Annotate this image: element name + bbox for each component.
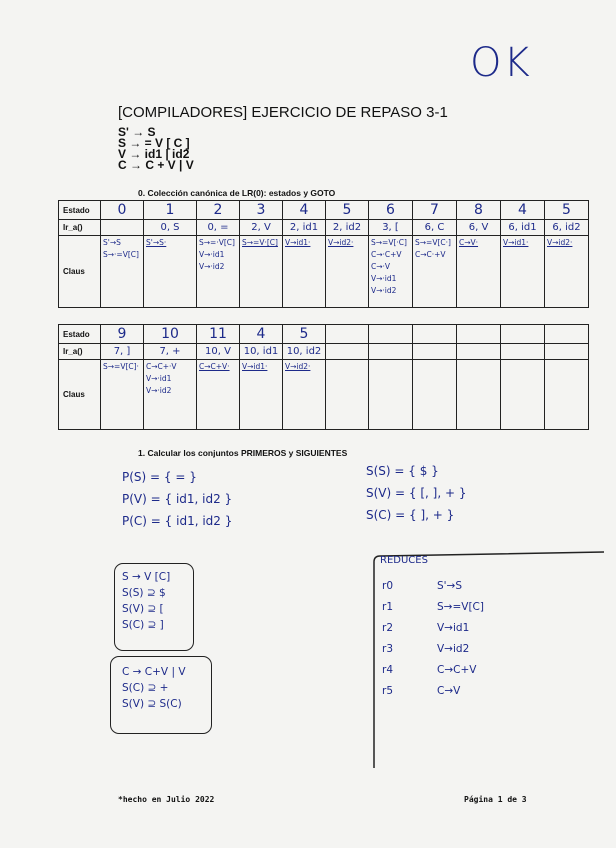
siguientes-item: S(C) = { ], + } (366, 508, 455, 522)
state-number: 4 (283, 201, 326, 220)
row-label-claus: Claus (59, 236, 101, 308)
goto-cell: 10, id2 (283, 344, 326, 360)
lr-item: V→·id2 (199, 262, 225, 271)
grammar-rule: V → id1 | id2 (118, 147, 190, 161)
state-number: 10 (144, 325, 197, 344)
reduce-row: r4 C→C+V (382, 664, 477, 676)
goto-cell: 2, id2 (326, 220, 369, 236)
box-line: S(C) ⊇ ] (122, 619, 164, 631)
goto-cell: 6, C (413, 220, 457, 236)
row-label-claus: Claus (59, 360, 101, 430)
grammar-rule: C → C + V | V (118, 158, 194, 172)
lr-item: C→C+V· (199, 362, 230, 371)
page-number: Página 1 de 3 (464, 795, 527, 804)
grammar-rule: S → = V [ C ] (118, 136, 190, 150)
lr-item: V→id2· (328, 238, 354, 247)
state-number: 9 (101, 325, 144, 344)
row-label-ir: Ir_a() (59, 344, 101, 360)
goto-cell: 7, ] (101, 344, 144, 360)
state-number: 8 (457, 201, 501, 220)
goto-cell: 10, id1 (240, 344, 283, 360)
state-number: 7 (413, 201, 457, 220)
goto-cell: 2, id1 (283, 220, 326, 236)
lr-item: C→C+·V (146, 362, 177, 371)
footer-note: *hecho en Julio 2022 (118, 795, 215, 804)
goto-cell: 6, V (457, 220, 501, 236)
lr-item: V→id1· (285, 238, 311, 247)
box-line: S → V [C] (122, 571, 171, 583)
goto-cell: 7, + (144, 344, 197, 360)
lr-item: S→=·V[C] (199, 238, 235, 247)
goto-cell: 10, V (197, 344, 240, 360)
ok-mark: OK (470, 40, 532, 86)
section-0-heading: 0. Colección canónica de LR(0): estados y GOTO (138, 188, 336, 198)
lr-item: V→·id2 (371, 286, 397, 295)
row-label-ir: Ir_a() (59, 220, 101, 236)
lr-item: V→id1· (503, 238, 529, 247)
grammar-rule: S' → S (118, 125, 156, 139)
siguientes-item: S(V) = { [, ], + } (366, 486, 467, 500)
lr-item: C→C·+V (415, 250, 446, 259)
lr-item: V→id1· (242, 362, 268, 371)
lr-item: S'→S (103, 238, 121, 247)
lr-item: S→=V[·C] (371, 238, 407, 247)
state-number: 11 (197, 325, 240, 344)
row-label-estado: Estado (59, 201, 101, 220)
box-line: S(S) ⊇ $ (122, 587, 166, 599)
lr-item: V→id2· (547, 238, 573, 247)
reduces-list (382, 580, 484, 706)
state-number: 1 (144, 201, 197, 220)
lr-item: V→·id1 (199, 250, 225, 259)
reduce-row: r2 V→id1 (382, 622, 470, 634)
lr-item: S→·=V[C] (103, 250, 139, 259)
reduce-row: r3 V→id2 (382, 643, 470, 655)
state-number: 3 (240, 201, 283, 220)
reduce-row: r1 S→=V[C] (382, 601, 484, 613)
lr-item: C→·V (371, 262, 391, 271)
primeros-item: P(V) = { id1, id2 } (122, 492, 233, 506)
lr-item: V→·id1 (146, 374, 172, 383)
goto-cell: 3, [ (369, 220, 413, 236)
box-line: S(V) ⊇ S(C) (122, 698, 182, 710)
lr-item: V→·id2 (146, 386, 172, 395)
state-number: 5 (545, 201, 589, 220)
lr-item: V→id2· (285, 362, 311, 371)
primeros-item: P(C) = { id1, id2 } (122, 514, 233, 528)
primeros-item: P(S) = { = } (122, 470, 197, 484)
box-line: C → C+V | V (122, 666, 186, 678)
reduce-row: r5 C→V (382, 685, 461, 697)
goto-cell: 6, id2 (545, 220, 589, 236)
state-number: 2 (197, 201, 240, 220)
reduce-row: r0 S'→S (382, 580, 463, 592)
goto-cell: 2, V (240, 220, 283, 236)
lr-item: S→=V·[C] (242, 238, 278, 247)
state-number: 4 (501, 201, 545, 220)
lr-item: S→=V[C]· (103, 362, 139, 371)
state-number: 4 (240, 325, 283, 344)
lr-item: V→·id1 (371, 274, 397, 283)
goto-cell: 6, id1 (501, 220, 545, 236)
page-title: [COMPILADORES] EJERCICIO DE REPASO 3-1 (118, 104, 448, 121)
state-number: 0 (101, 201, 144, 220)
lr-item: S→=V[C·] (415, 238, 451, 247)
box-line: S(V) ⊇ [ (122, 603, 164, 615)
reduces-title: REDUCES (380, 555, 428, 566)
state-number: 5 (283, 325, 326, 344)
section-1-heading: 1. Calcular los conjuntos PRIMEROS y SIGUIENTES (138, 448, 348, 458)
state-number: 5 (326, 201, 369, 220)
box-line: S(C) ⊇ + (122, 682, 169, 694)
goto-cell: 0, = (197, 220, 240, 236)
siguientes-item: S(S) = { $ } (366, 464, 439, 478)
lr-item: S'→S· (146, 238, 167, 247)
lr-item: C→·C+V (371, 250, 402, 259)
lr-item: C→V· (459, 238, 479, 247)
row-label-estado: Estado (59, 325, 101, 344)
goto-cell: 0, S (144, 220, 197, 236)
state-number: 6 (369, 201, 413, 220)
